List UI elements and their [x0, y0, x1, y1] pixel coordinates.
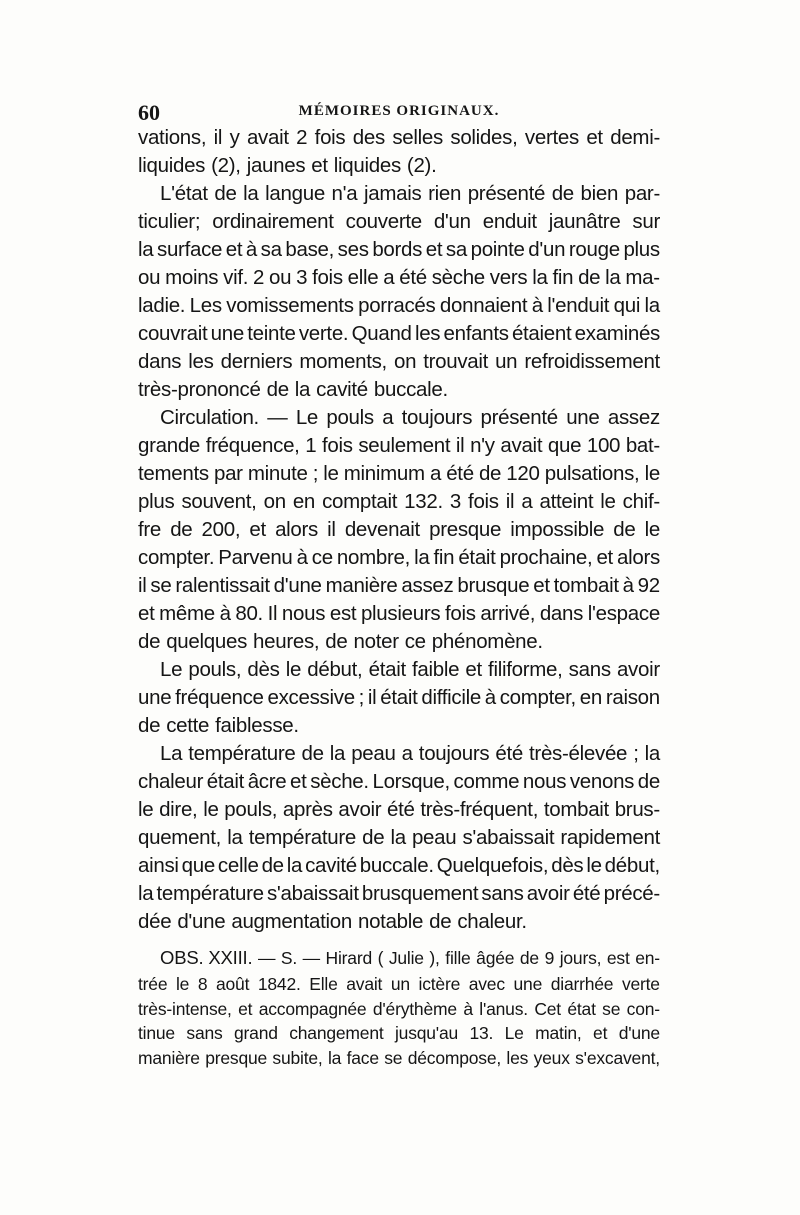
text-line: trée le 8 août 1842. Elle avait un ictère avec une diarrhée verte [138, 974, 660, 994]
text-line: ladie. Les vomissements porracés donnaient à l'enduit qui la [138, 294, 660, 317]
text-line: compter. Parvenu à ce nombre, la fin était prochaine, et alors [138, 546, 660, 569]
text-line: liquides (2), jaunes et liquides (2). [138, 154, 437, 177]
text-line: et même à 80. Il nous est plusieurs fois arrivé, dans l'espace [138, 602, 660, 625]
text-line: le dire, le pouls, après avoir été très-fréquent, tombait brus- [138, 798, 660, 821]
text-line: fre de 200, et alors il devenait presque impossible de le [138, 518, 660, 541]
text-line: ainsi que celle de la cavité buccale. Quelquefois, dès le début, [138, 854, 660, 877]
paragraph [138, 656, 660, 740]
body-text [138, 124, 660, 1070]
text-line: très-prononcé de la cavité buccale. [138, 378, 448, 401]
text-line: grande fréquence, 1 fois seulement il n'y avait que 100 bat- [138, 434, 660, 457]
text-line: tinue sans grand changement jusqu'au 13. Le matin, et d'une [138, 1023, 660, 1043]
text-line: très-intense, et accompagnée d'érythème à l'anus. Cet état se con- [138, 998, 660, 1019]
text-line: ticulier; ordinairement couverte d'un enduit jaunâtre sur [138, 210, 660, 233]
text-line: L'état de la langue n'a jamais rien présenté de bien par- [160, 182, 660, 205]
text-line: la température s'abaissait brusquement sans avoir été précé- [138, 882, 660, 905]
text-line: de cette faiblesse. [138, 714, 299, 737]
text-line: OBS. XXIII. — S. — Hirard ( Julie ), fille âgée de 9 jours, est en- [138, 944, 660, 972]
paragraph [138, 740, 660, 936]
section-gap [138, 936, 660, 944]
paragraph [138, 124, 660, 180]
paragraph [138, 180, 660, 404]
text-line: La température de la peau a toujours été très-élevée ; la [160, 742, 660, 765]
paragraph [138, 404, 660, 656]
text-line: dans les derniers moments, on trouvait un refroidissement [138, 350, 660, 373]
text-line: manière presque subite, la face se décompose, les yeux s'excavent, [138, 1047, 660, 1068]
text-line: couvrait une teinte verte. Quand les enfants étaient examinés [138, 322, 660, 345]
text-line: quement, la température de la peau s'abaissait rapidement [138, 826, 660, 849]
text-line: Le pouls, dès le début, était faible et filiforme, sans avoir [160, 658, 660, 681]
text-line: plus souvent, on en comptait 132. 3 fois il a atteint le chif- [138, 490, 660, 513]
text-line: dée d'une augmentation notable de chaleur. [138, 910, 527, 933]
text-line: de quelques heures, de noter ce phénomène. [138, 630, 543, 653]
text-line: ou moins vif. 2 ou 3 fois elle a été sèche vers la fin de la ma- [138, 266, 660, 289]
text-line: la surface et à sa base, ses bords et sa pointe d'un rouge plus [138, 238, 660, 261]
observation-block [138, 944, 660, 1070]
text-line: vations, il y avait 2 fois des selles solides, vertes et demi- [138, 126, 660, 149]
text-line: Circulation. — Le pouls a toujours présenté une assez [160, 406, 660, 429]
observation-label: OBS. XXIII. [160, 947, 253, 968]
page-number: 60 [138, 100, 160, 125]
page-header [138, 100, 660, 124]
text-line: une fréquence excessive ; il était difficile à compter, en raison [138, 686, 660, 709]
text-line: tements par minute ; le minimum a été de 120 pulsations, le [138, 462, 660, 485]
running-title: MÉMOIRES ORIGINAUX. [298, 103, 500, 119]
text-line: il se ralentissait d'une manière assez brusque et tombait à 92 [138, 574, 660, 597]
text-line: chaleur était âcre et sèche. Lorsque, comme nous venons de [138, 770, 660, 793]
